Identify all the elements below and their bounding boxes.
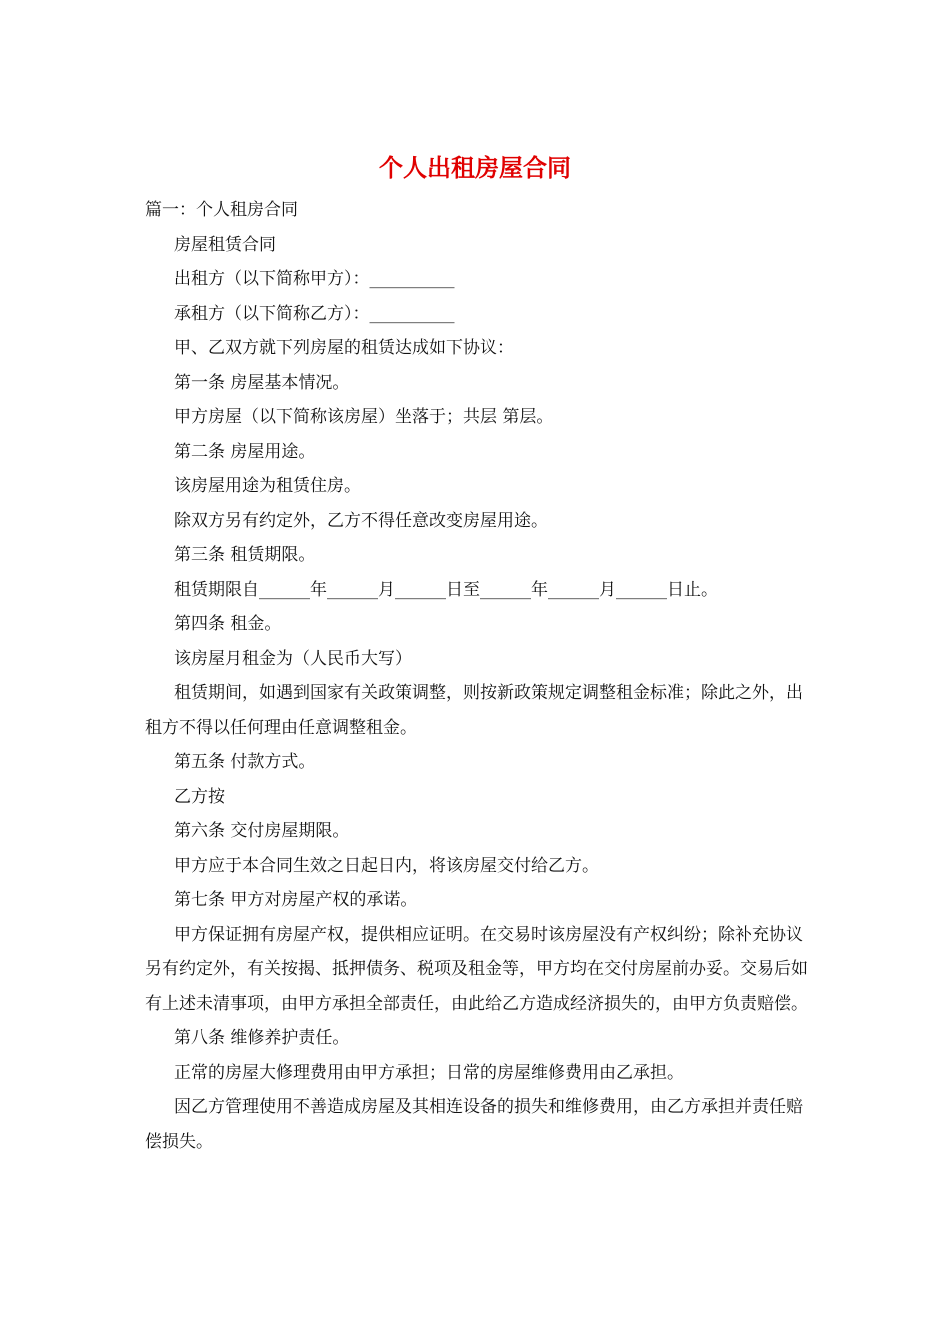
article-heading: 第五条 付款方式。 (174, 752, 316, 772)
lessor-line: 出租方（以下简称甲方）：__________ (174, 269, 455, 289)
article-heading: 第三条 租赁期限。 (174, 545, 316, 565)
document-body (145, 193, 810, 1159)
paragraph: 甲方应于本合同生效之日起日内，将该房屋交付给乙方。 (174, 855, 599, 876)
article-heading: 第二条 房屋用途。 (174, 441, 316, 462)
article-heading: 第七条 甲方对房屋产权的承诺。 (174, 890, 418, 910)
paragraph: 租赁期限自______年______月______日至______年______月______日止。 (174, 579, 718, 600)
paragraph: 正常的房屋大修理费用由甲方承担；日常的房屋维修费用由乙承担。 (174, 1062, 684, 1083)
section-heading: 篇一：个人租房合同 (145, 200, 298, 220)
paragraph: 租赁期间，如遇到国家有关政策调整，则按新政策规定调整租金标准；除此之外，出租方不得以任何理由任意调整租金。 (145, 683, 803, 738)
article-heading: 第四条 租金。 (174, 614, 282, 634)
paragraph: 该房屋月租金为（人民币大写） (174, 648, 412, 669)
document-title: 个人出租房屋合同 (379, 153, 571, 182)
agreement-intro: 甲、乙双方就下列房屋的租赁达成如下协议： (174, 338, 514, 358)
paragraph: 该房屋用途为租赁住房。 (174, 476, 361, 496)
contract-name: 房屋租赁合同 (174, 234, 276, 255)
paragraph: 甲方房屋（以下简称该房屋）坐落于；共层 第层。 (174, 407, 554, 427)
paragraph: 除双方另有约定外，乙方不得任意改变房屋用途。 (174, 510, 548, 531)
article-heading: 第一条 房屋基本情况。 (174, 372, 350, 393)
lessee-line: 承租方（以下简称乙方）：__________ (174, 303, 455, 324)
paragraph: 乙方按 (174, 786, 225, 807)
paragraph: 甲方保证拥有房屋产权，提供相应证明。在交易时该房屋没有产权纠纷；除补充协议另有约定外，有关按揭、抵押债务、税项及租金等，甲方均在交付房屋前办妥。交易后如有上述未清事项，由甲方承担全部责任，由此给乙方造成经济损失的，由甲方负责赔偿。 (145, 924, 808, 1014)
article-heading: 第八条 维修养护责任。 (174, 1028, 350, 1048)
article-heading: 第六条 交付房屋期限。 (174, 821, 350, 841)
paragraph: 因乙方管理使用不善造成房屋及其相连设备的损失和维修费用，由乙方承担并责任赔偿损失。 (145, 1097, 803, 1152)
